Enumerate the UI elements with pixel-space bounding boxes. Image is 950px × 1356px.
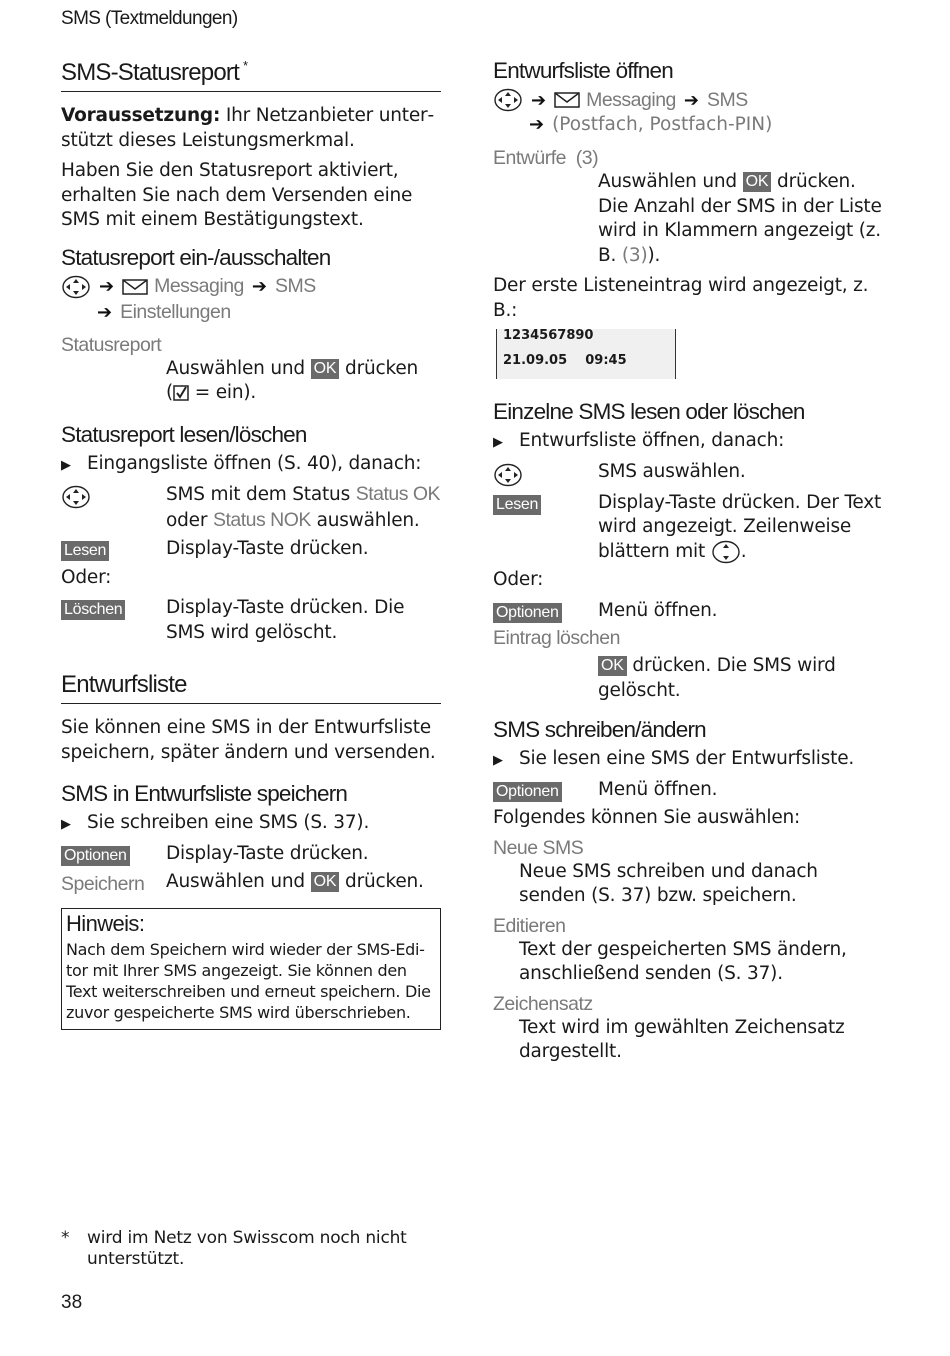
subsection-title-open: Entwurfsliste öffnen xyxy=(493,58,673,83)
nav-messaging: Messaging xyxy=(154,275,244,297)
subsection-title-single: Einzelne SMS lesen oder löschen xyxy=(493,399,805,424)
optionen-row: Optionen Menü öffnen. xyxy=(493,778,883,803)
optionen-softkey: Optionen xyxy=(493,603,562,623)
nav-path xyxy=(61,275,441,299)
hint-title: Hinweis: xyxy=(66,911,145,936)
open-action: Auswählen und OK drücken. Die Anzahl der SMS in der Liste wird in Klammern angezeigt (z. B. (3)). xyxy=(598,171,882,266)
display-line-date: 21.09.05 09:45 xyxy=(503,353,627,368)
menu-item-zeichensatz: Zeichensatz xyxy=(493,992,593,1015)
footnote-marker: * xyxy=(242,58,248,73)
hint-text: Nach dem Speichern wird wieder der SMS-Editor mit Ihrer SMS angezeigt. Sie können den Text weiterschreiben und erneut speichern. Die zuvor gespeicherte SMS wird überschrieben. xyxy=(66,940,431,1022)
navigation-key-icon xyxy=(61,275,91,299)
nav-messaging: Messaging xyxy=(586,88,676,111)
envelope-icon xyxy=(554,91,580,109)
footnote-mark: * xyxy=(61,1228,70,1248)
menu-item-editieren: Editieren xyxy=(493,914,566,937)
optionen-softkey: Optionen xyxy=(61,846,130,866)
option-desc: Neue SMS schreiben und danach senden (S. 37) bzw. speichern. xyxy=(519,860,818,906)
lesen-softkey: Lesen xyxy=(493,495,541,515)
prerequisite: Voraussetzung: Ihr Netzanbieter unterstützt dieses Leistungsmerkmal. xyxy=(61,105,435,151)
option-desc: Text wird im gewählten Zeichensatz dargestellt. xyxy=(519,1016,845,1062)
arrow-icon: ➔ xyxy=(531,89,547,111)
menu-item-entwuerfe: Entwürfe (3) xyxy=(493,147,599,169)
delete-action: OK drücken. Die SMS wird gelöscht. xyxy=(598,655,836,701)
nav-path-2 xyxy=(61,301,441,324)
page-number: 38 xyxy=(61,1292,83,1313)
lesen-row: Lesen Display-Taste drücken. xyxy=(61,537,441,562)
navigation-key-icon xyxy=(493,88,523,112)
oder-text: Oder: xyxy=(61,566,112,588)
speichern-row: Speichern Auswählen und OK drücken. xyxy=(61,871,424,895)
menu-item-speichern: Speichern xyxy=(61,873,145,895)
right-column xyxy=(493,50,883,1071)
bullet-item: ▶ Sie lesen eine SMS der Entwurfsliste. xyxy=(493,748,855,769)
arrow-icon: ➔ xyxy=(99,276,115,297)
subsection-title-read: Statusreport lesen/löschen xyxy=(61,421,307,447)
footnote-text: wird im Netz von Swisscom noch nicht unterstützt. xyxy=(87,1228,407,1269)
navigation-key-icon xyxy=(711,540,741,564)
ok-key: OK xyxy=(311,359,340,379)
nav-path xyxy=(493,88,883,112)
display-line-number: 1234567890 xyxy=(503,328,594,343)
loeschen-row: Löschen Display-Taste drücken. Die SMS wird gelöscht. xyxy=(61,596,441,645)
bullet-item: ▶ Entwurfsliste öffnen, danach: xyxy=(493,430,785,451)
choose-text: Folgendes können Sie auswählen: xyxy=(493,807,801,828)
draft-intro: Sie können eine SMS in der Entwurfsliste speichern, später ändern und versenden. xyxy=(61,717,436,763)
select-status-row: SMS mit dem Status Status OK oder Status NOK auswählen. xyxy=(61,482,441,533)
ok-key: OK xyxy=(598,656,627,676)
display-example xyxy=(496,329,676,379)
navigation-key-icon xyxy=(61,485,91,509)
nav-sms: SMS xyxy=(707,88,748,111)
running-header: SMS (Textmeldungen) xyxy=(61,8,238,29)
toggle-action: Auswählen und OK drücken ( = ein). xyxy=(166,357,419,403)
select-row: SMS auswählen. xyxy=(493,460,883,487)
optionen-softkey: Optionen xyxy=(493,782,562,802)
ok-key: OK xyxy=(743,172,772,192)
menu-item-neue-sms: Neue SMS xyxy=(493,836,584,859)
nav-path-2 xyxy=(493,114,883,135)
subsection-title-save: SMS in Entwurfsliste speichern xyxy=(61,781,348,806)
lesen-softkey: Lesen xyxy=(61,541,109,561)
menu-item-eintrag-loeschen: Eintrag löschen xyxy=(493,627,620,649)
menu-item-statusreport: Statusreport xyxy=(61,333,162,356)
arrow-icon: ➔ xyxy=(683,89,699,111)
left-column xyxy=(61,50,441,1030)
first-entry-text: Der erste Listeneintrag wird angezeigt, z. B.: xyxy=(493,275,869,321)
nav-einstellungen: Einstellungen xyxy=(120,300,231,323)
lesen-row: Lesen Display-Taste drücken. Der Text wird angezeigt. Zeilenweise blättern mit . xyxy=(493,491,883,565)
statusreport-intro: Haben Sie den Statusreport aktiviert, erhalten Sie nach dem Versenden eine SMS mit einem Bestätigungstext. xyxy=(61,160,413,230)
footnote xyxy=(61,1228,441,1270)
hint-box xyxy=(61,908,441,1030)
bullet-item: ▶ Eingangsliste öffnen (S. 40), danach: xyxy=(61,452,422,474)
subsection-title-toggle: Statusreport ein-/ausschalten xyxy=(61,244,331,270)
arrow-icon: ➔ xyxy=(97,301,113,323)
option-desc: Text der gespeicherten SMS ändern, anschließend senden (S. 37). xyxy=(519,938,847,984)
oder-text: Oder: xyxy=(493,569,544,590)
subsection-title-edit: SMS schreiben/ändern xyxy=(493,717,706,742)
bullet-item: ▶ Sie schreiben eine SMS (S. 37). xyxy=(61,812,370,833)
optionen-row: Optionen Display-Taste drücken. xyxy=(61,842,441,867)
nav-postfach: (Postfach, Postfach-PIN) xyxy=(552,114,773,135)
ok-key: OK xyxy=(311,872,340,892)
arrow-icon: ➔ xyxy=(529,114,545,135)
section-title-entwurfsliste: Entwurfsliste xyxy=(61,671,441,704)
checkbox-checked-icon xyxy=(173,385,189,401)
envelope-icon xyxy=(122,278,148,296)
optionen-row: Optionen Menü öffnen. xyxy=(493,599,883,624)
arrow-icon: ➔ xyxy=(251,276,267,297)
nav-sms: SMS xyxy=(275,275,316,297)
section-title-statusreport: SMS-Statusreport * xyxy=(61,58,441,92)
loeschen-softkey: Löschen xyxy=(61,600,125,620)
navigation-key-icon xyxy=(493,463,523,487)
